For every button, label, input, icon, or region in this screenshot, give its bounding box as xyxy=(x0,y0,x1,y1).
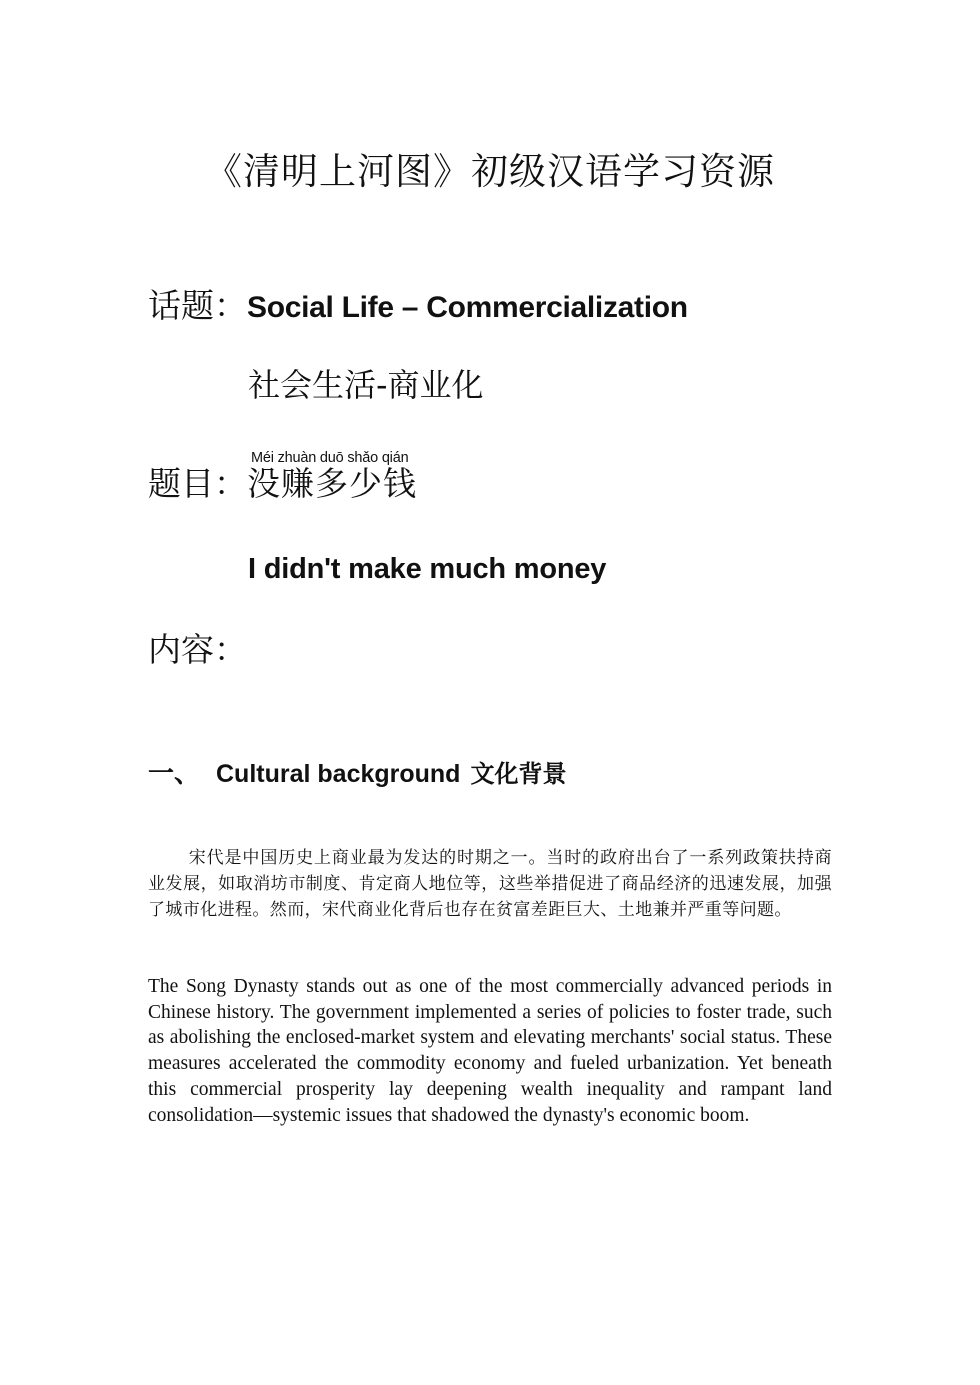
background-paragraph-english: The Song Dynasty stands out as one of the most commercially advanced periods in Chinese history. The government implemented a series of policies to foster trade, such as abolishing the enclosed-market system and elevating merchants' social status. These measures accelerated the commodity economy and fueled urbanization. Yet beneath this commercial prosperity lay deepening wealth inequality and rampant land consolidation—systemic issues that shadowed the dynasty's economic boom. xyxy=(148,976,832,1126)
topic-english: Social Life – Commercialization xyxy=(247,291,688,324)
section-heading xyxy=(148,756,566,792)
topic-label: 话题： xyxy=(148,286,247,325)
document-title: 《清明上河图》初级汉语学习资源 xyxy=(205,150,775,193)
subject-label: 题目： xyxy=(148,464,247,503)
content-label: 内容： xyxy=(148,630,247,669)
subject-row xyxy=(148,462,417,506)
subject-chinese: 没赚多少钱 xyxy=(247,464,417,503)
topic-row xyxy=(148,284,688,328)
topic-chinese: 社会生活-商业化 xyxy=(248,366,484,404)
section-heading-chinese: 文化背景 xyxy=(470,760,567,788)
subject-english: I didn't make much money xyxy=(248,553,607,585)
section-heading-english: Cultural background xyxy=(216,760,461,788)
section-number: 一、 xyxy=(148,759,201,789)
subject-pinyin: Méi zhuàn duō shǎo qián xyxy=(251,450,409,466)
background-paragraph-chinese: 宋代是中国历史上商业最为发达的时期之一。当时的政府出台了一系列政策扶持商业发展，如取消坊市制度、肯定商人地位等，这些举措促进了商品经济的迅速发展，加强了城市化进程。然而，宋代商业化背后也存在贫富差距巨大、土地兼并严重等问题。 xyxy=(148,848,832,920)
